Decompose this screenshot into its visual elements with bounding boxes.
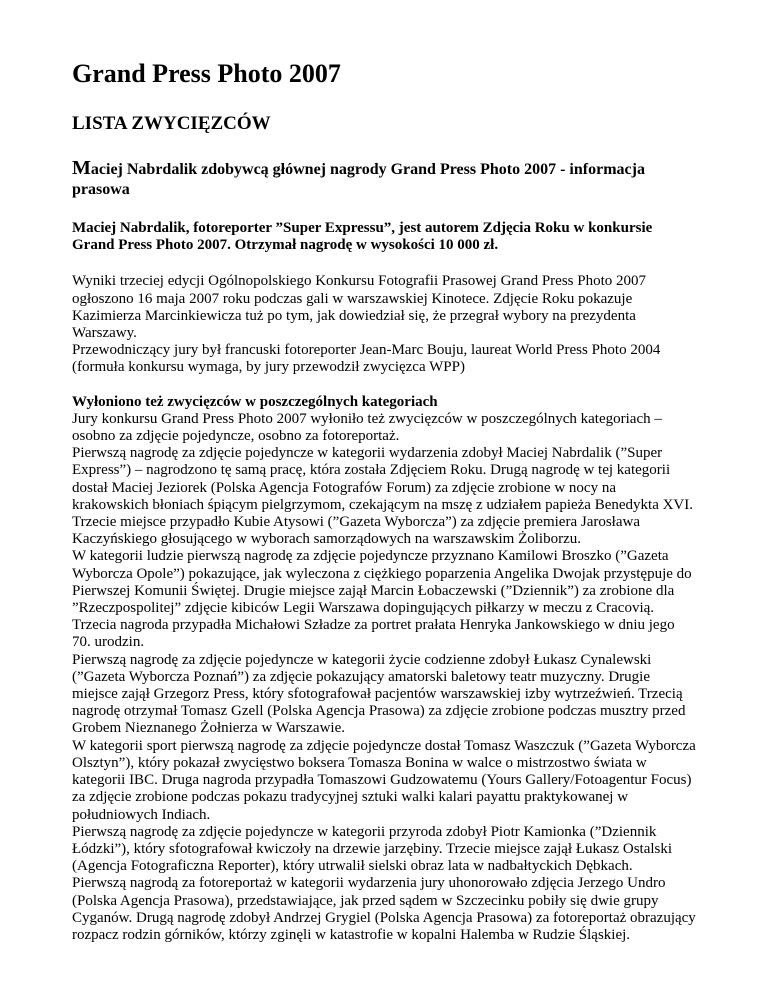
categories-paragraph: W kategorii ludzie pierwszą nagrodę za zdjęcie pojedyncze przyznano Kamilowi Broszko (”Gazeta Wyborcza Opole”) pokazujące, jak wyleczona z ciężkiego poparzenia Angelika Dwojak przystępuje do Pierwszej Komunii Świętej. Drugie miejsce zajął Marcin Łobaczewski (”Dziennik”) za zrobione dla ”Rzeczpospolitej” zdjęcie kibiców Legii Warszawa dopingujących piłkarzy w meczu z Cracovią. Trzecia nagroda przypadła Michałowi Szładze za portret prałata Henryka Jankowskiego w dniu jego 70. urodzin. <box>72 548 692 651</box>
categories-paragraph: Pierwszą nagrodę za zdjęcie pojedyncze w kategorii wydarzenia zdobył Maciej Nabrdalik (”Super Express”) – nagrodzono tę samą pracę, która została Zdjęciem Roku. Drugą nagrodę w tej kategorii dostał Maciej Jeziorek (Polska Agencja Fotografów Forum) za zdjęcie zrobione w nocy na krakowskich błoniach śpiącym pielgrzymom, czekającym na mszę z udziałem papieża Benedykta XVI. Trzecie miejsce przypadło Kubie Atysowi (”Gazeta Wyborcza”) za zdjęcie premiera Jarosława Kaczyńskiego głosującego w wyborach samorządowych na warszawskim Żoliborzu. <box>72 445 694 548</box>
document-title: Grand Press Photo 2007 <box>72 59 341 88</box>
categories-heading: Wyłoniono też zwycięzców w poszczególnych kategoriach <box>72 393 438 410</box>
lead-paragraph: Maciej Nabrdalik, fotoreporter ”Super Expressu”, jest autorem Zdjęcia Roku w konkursie Grand Press Photo 2007. Otrzymał nagrodę w wysokości 10 000 zł. <box>72 220 653 254</box>
headline-initial: M <box>72 157 91 179</box>
intro-paragraph: Przewodniczący jury był francuski fotoreporter Jean-Marc Bouju, laureat World Press Photo 2004 (formuła konkursu wymaga, by jury przewodził zwycięzca WPP) <box>72 342 661 376</box>
categories-paragraph: Pierwszą nagrodę za zdjęcie pojedyncze w kategorii życie codzienne zdobył Łukasz Cynalewski (”Gazeta Wyborcza Poznań”) za zdjęcie pokazujący amatorski baletowy teatr muzyczny. Drugie miejsce zajął Grzegorz Press, który sfotografował pacjentów warszawskiej izby wytrzeźwień. Trzecią nagrodę otrzymał Tomasz Gzell (Polska Agencja Prasowa) za zdjęcie zrobione podczas musztry przed Grobem Nieznanego Żołnierza w Warszawie. <box>72 651 686 737</box>
intro-paragraph: Wyniki trzeciej edycji Ogólnopolskiego Konkursu Fotografii Prasowej Grand Press Photo 2007 ogłoszono 16 maja 2007 roku podczas gali w warszawskiej Kinotece. Zdjęcie Roku pokazuje Kazimierza Marcinkiewicza tuż po tym, jak dowiedział się, że przegrał wybory na prezydenta Warszawy. <box>72 273 647 342</box>
press-release-headline <box>72 158 696 200</box>
intro-block <box>72 273 696 376</box>
categories-paragraph: Pierwszą nagrodą za fotoreportaż w kategorii wydarzenia jury uhonorowało zdjęcia Jerzego Undro (Polska Agencja Prasowa), przedstawiające, jak przed sądem w Szczecinku pobiły się dwie grupy Cyganów. Drugą nagrodę zdobył Andrzej Grygiel (Polska Agencja Prasowa) za fotoreportaż obrazujący rozpacz rodzin górników, którzy zginęli w katastrofie w kopalni Halemba w Rudzie Śląskiej. <box>72 875 696 943</box>
headline-text: aciej Nabrdalik zdobywcą głównej nagrody Grand Press Photo 2007 - informacja prasowa <box>72 161 645 198</box>
categories-paragraph: Pierwszą nagrodę za zdjęcie pojedyncze w kategorii przyroda zdobył Piotr Kamionka (”Dziennik Łódzki”), który sfotografował kwiczoły na drzewie jarzębiny. Trzecie miejsce zajął Łukasz Ostalski (Agencja Fotograficzna Reporter), który utrwalił sielski obraz lata w nadbałtyckich Dębkach. <box>72 823 673 875</box>
categories-paragraph: Jury konkursu Grand Press Photo 2007 wyłoniło też zwycięzców w poszczególnych kategoriach – osobno za zdjęcie pojedyncze, osobno za fotoreportaż. <box>72 410 662 445</box>
document-subtitle: LISTA ZWYCIĘZCÓW <box>72 113 271 134</box>
categories-paragraph: W kategorii sport pierwszą nagrodę za zdjęcie pojedyncze dostał Tomasz Waszczuk (”Gazeta Wyborcza Olsztyn”), który pokazał zwycięstwo boksera Tomasza Bonina w walce o mistrzostwo świata w kategorii IBC. Druga nagroda przypadła Tomaszowi Gudzowatemu (Yours Gallery/Fotoagentur Focus) za zdjęcie zrobione podczas pokazu tradycyjnej sztuki walki kalari payattu praktykowanej w południowych Indiach. <box>72 737 696 823</box>
categories-section <box>72 394 696 945</box>
